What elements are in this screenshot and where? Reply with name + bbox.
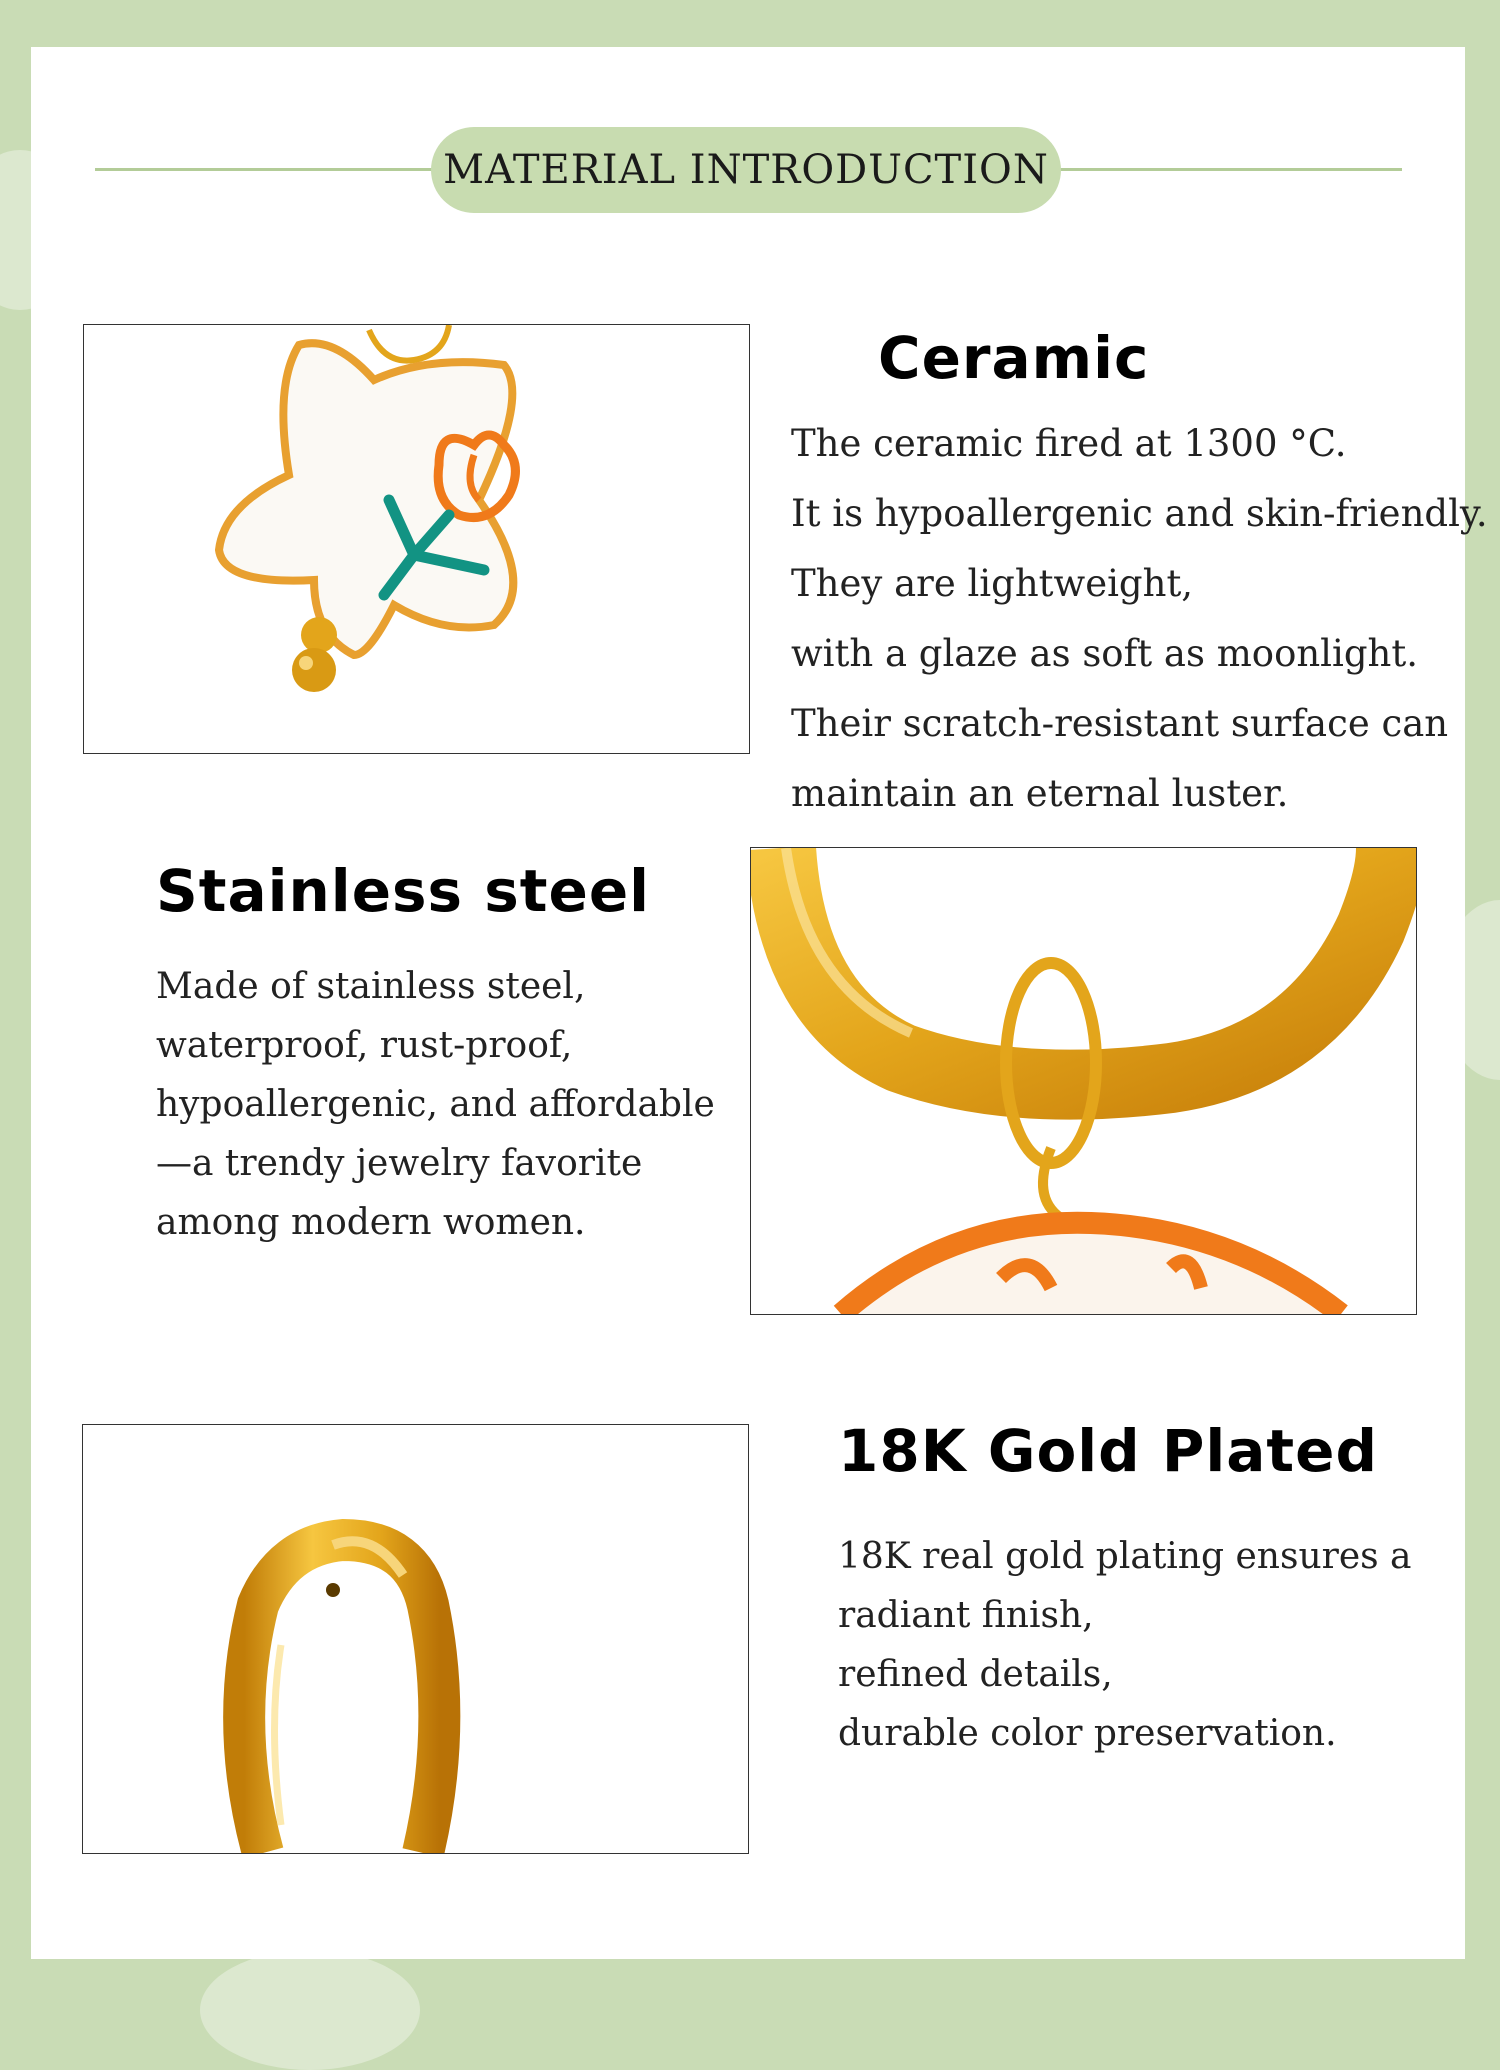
ceramic-line: The ceramic fired at 1300 °C.: [791, 422, 1347, 465]
gold-hoop-earring-icon: [83, 1425, 748, 1853]
steel-line: hypoallergenic, and affordable: [156, 1084, 715, 1125]
gold-heading: 18K Gold Plated: [838, 1417, 1379, 1485]
steel-line: waterproof, rust-proof,: [156, 1025, 573, 1066]
ceramic-line: with a glaze as soft as moonlight.: [791, 632, 1418, 675]
material-card: [31, 47, 1488, 1959]
gold-hoop-closeup-icon: [751, 848, 1416, 1314]
gold-line: refined details,: [838, 1654, 1113, 1695]
steel-image: [750, 847, 1417, 1315]
gold-description: [838, 1527, 1412, 1763]
ceramic-line: It is hypoallergenic and skin-friendly.: [791, 492, 1488, 535]
star-ceramic-charm-icon: [84, 325, 749, 753]
section-title: MATERIAL INTRODUCTION: [431, 127, 1061, 213]
ceramic-description: [791, 409, 1488, 829]
ceramic-heading: Ceramic: [878, 324, 1150, 392]
gold-line: durable color preservation.: [838, 1713, 1337, 1754]
gold-line: 18K real gold plating ensures a: [838, 1536, 1412, 1577]
ceramic-line: maintain an eternal luster.: [791, 772, 1289, 815]
gold-line: radiant finish,: [838, 1595, 1094, 1636]
ceramic-image: [83, 324, 750, 754]
steel-line: among modern women.: [156, 1202, 586, 1243]
ceramic-line: Their scratch-resistant surface can: [791, 702, 1449, 745]
steel-description: [156, 957, 715, 1252]
steel-line: Made of stainless steel,: [156, 966, 586, 1007]
title-divider-right: [1056, 168, 1402, 171]
steel-heading: Stainless steel: [156, 857, 651, 925]
gold-image: [82, 1424, 749, 1854]
steel-line: —a trendy jewelry favorite: [156, 1143, 643, 1184]
title-divider-left: [95, 168, 435, 171]
background-bokeh: [200, 1950, 420, 2070]
ceramic-line: They are lightweight,: [791, 562, 1194, 605]
